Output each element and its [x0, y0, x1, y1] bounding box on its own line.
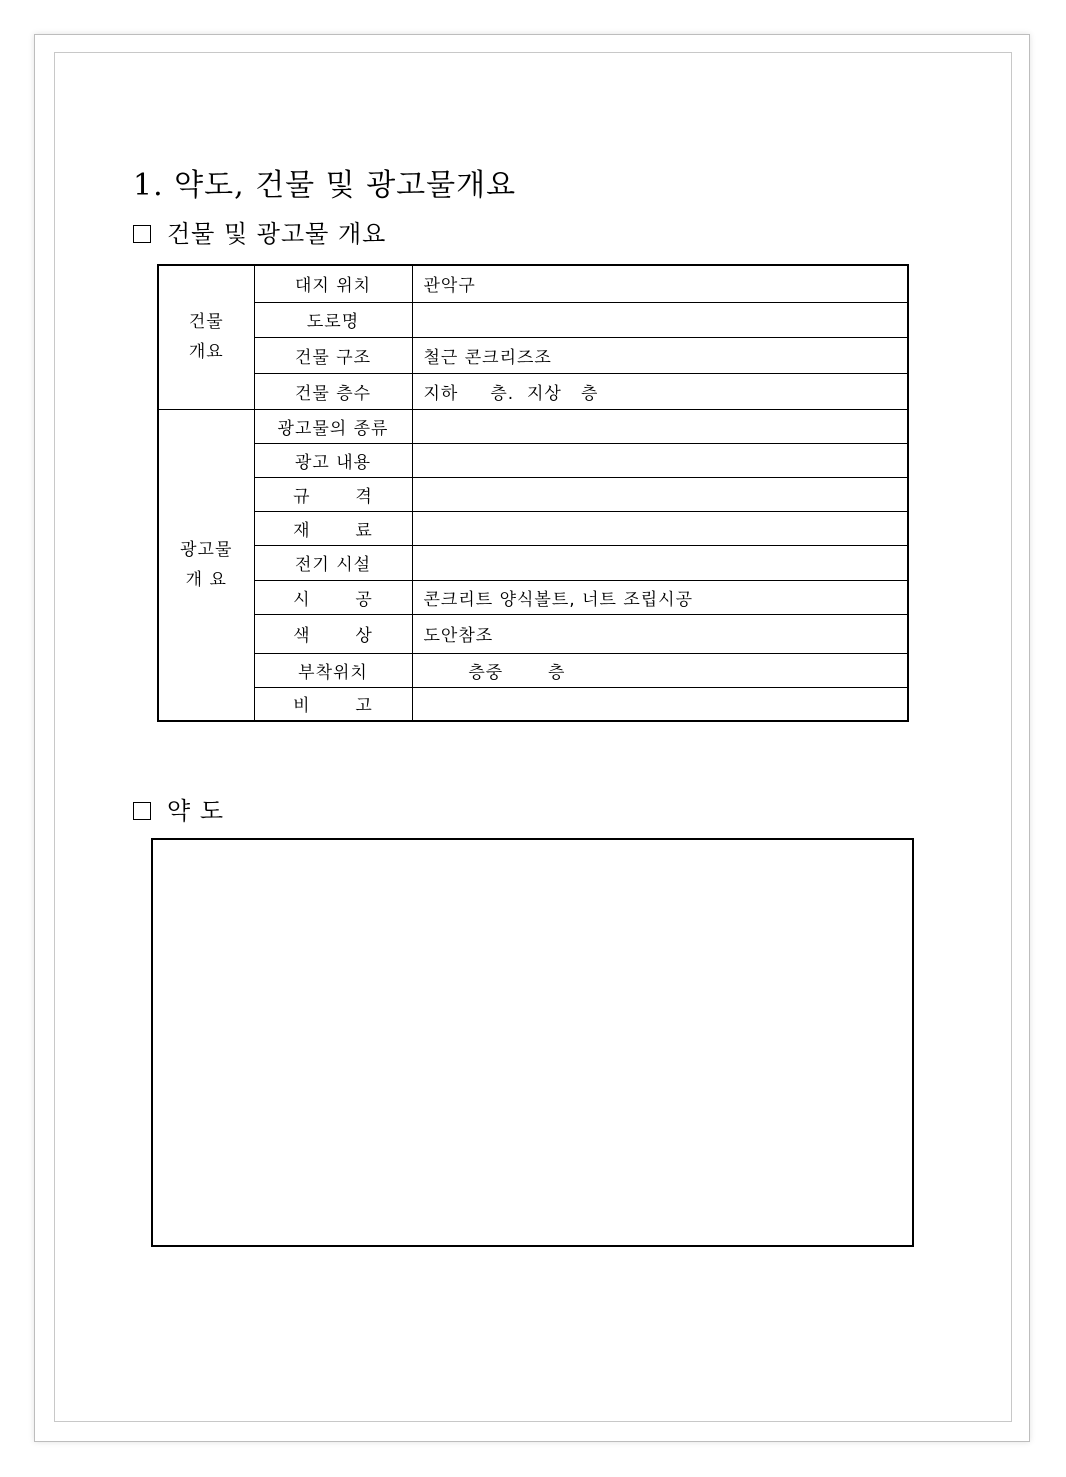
row-value[interactable]: [412, 443, 908, 477]
row-value[interactable]: [412, 687, 908, 721]
table-row: [158, 373, 908, 409]
section-heading-label: 건물 및 광고물 개요: [167, 220, 387, 248]
row-label: 건물 층수: [254, 373, 412, 409]
table-row: [158, 265, 908, 302]
table-row: [158, 687, 908, 721]
section-heading-sketch: [133, 791, 224, 826]
row-label: 대지 위치: [254, 265, 412, 302]
row-label: 색 상: [254, 614, 412, 653]
table-row: [158, 653, 908, 687]
signage-group-label: 개 요: [185, 569, 227, 590]
row-label: 시 공: [254, 580, 412, 614]
row-label: 비 고: [254, 687, 412, 721]
row-label: 광고 내용: [254, 443, 412, 477]
sketch-map-box[interactable]: [151, 838, 914, 1247]
row-value[interactable]: 철근 콘크리즈조: [412, 337, 908, 373]
row-label: 규 격: [254, 477, 412, 511]
document-title: 1. 약도, 건물 및 광고물개요: [133, 168, 517, 203]
signage-group-label: 광고물: [180, 539, 233, 560]
section-heading-label: 약 도: [167, 797, 224, 825]
table-row: [158, 477, 908, 511]
row-label: 건물 구조: [254, 337, 412, 373]
checkbox-icon: [133, 802, 151, 820]
section-heading-overview: [133, 214, 386, 249]
row-value[interactable]: [412, 477, 908, 511]
row-value[interactable]: 관악구: [412, 265, 908, 302]
building-group-label: 건물: [188, 312, 224, 333]
overview-table: [157, 264, 909, 722]
row-value[interactable]: 도안참조: [412, 614, 908, 653]
building-group-label: 개요: [188, 342, 224, 363]
building-group-cell: [158, 265, 254, 409]
signage-group-cell: [158, 409, 254, 721]
checkbox-icon: [133, 225, 151, 243]
table-row: [158, 409, 908, 443]
row-label: 재 료: [254, 511, 412, 545]
table-row: [158, 580, 908, 614]
row-value[interactable]: 지하 층. 지상 층: [412, 373, 908, 409]
row-value[interactable]: 콘크리트 양식볼트, 너트 조립시공: [412, 580, 908, 614]
table-row: [158, 337, 908, 373]
row-label: 도로명: [254, 302, 412, 337]
row-value[interactable]: [412, 545, 908, 580]
row-value[interactable]: [412, 511, 908, 545]
row-value[interactable]: [412, 302, 908, 337]
row-value[interactable]: 층중 층: [412, 653, 908, 687]
table-row: [158, 302, 908, 337]
table-row: [158, 443, 908, 477]
row-label: 부착위치: [254, 653, 412, 687]
table-row: [158, 614, 908, 653]
row-label: 광고물의 종류: [254, 409, 412, 443]
row-label: 전기 시설: [254, 545, 412, 580]
row-value[interactable]: [412, 409, 908, 443]
table-row: [158, 511, 908, 545]
table-row: [158, 545, 908, 580]
